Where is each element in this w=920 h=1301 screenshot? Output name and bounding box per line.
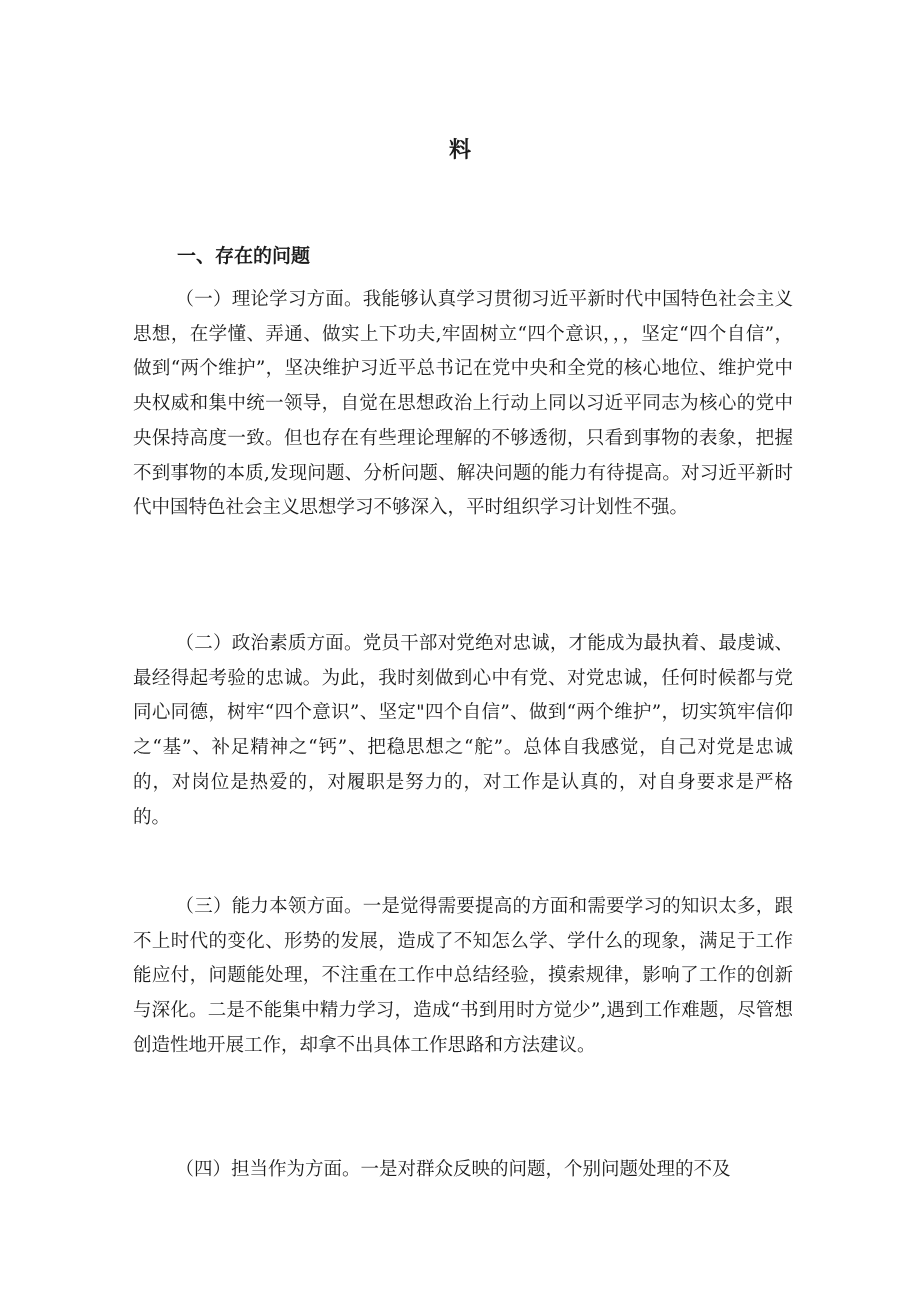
paragraph-ability: （三）能力本领方面。一是觉得需要提高的方面和需要学习的知识太多，跟不上时代的变化、形势的发展，造成了不知怎么学、学什么的现象，满足于工作能应付，问题能处理，不注重在工作中总结经验，摸索规律，影响了工作的创新与深化。二是不能集中精力学习，造成“书到用时方觉少”,遇到工作难题，尽管想创造性地开展工作，却拿不出具体工作思路和方法建议。	[133, 896, 793, 1056]
paragraph-political-quality: （二）政治素质方面。党员干部对党绝对忠诚，才能成为最执着、最虔诚、最经得起考验的忠诚。为此，我时刻做到心中有党、对党忠诚，任何时候都与党同心同德，树牢“四个意识”、坚定"四个自信”、做到“两个维护”，切实筑牢信仰之“基”、补足精神之“钙”、把稳思想之“舵”。总体自我感觉，自己对党是忠诚的，对岗位是热爱的，对履职是努力的，对工作是认真的，对自身要求是严格的。	[133, 633, 793, 828]
page-title: 料	[448, 137, 471, 163]
paragraph-responsibility: （四）担当作为方面。一是对群众反映的问题，个别问题处理的不及	[175, 1159, 731, 1180]
paragraph-theory-study: （一）理论学习方面。我能够认真学习贯彻习近平新时代中国特色社会主义思想，在学懂、弄通、做实上下功夫,牢固树立“四个意识，，，坚定“四个自信”，做到“两个维护”，坚决维护习近平总书记在党中央和全党的核心地位、维护党中央权威和集中统一领导，自觉在思想政治上行动上同以习近平同志为核心的党中央保持高度一致。但也存在有些理论理解的不够透彻，只看到事物的表象，把握不到事物的本质,发现问题、分析问题、解决问题的能力有待提高。对习近平新时代中国特色社会主义思想学习不够深入，平时组织学习计划性不强。	[133, 289, 793, 519]
section-heading: 一、存在的问题	[177, 245, 311, 267]
